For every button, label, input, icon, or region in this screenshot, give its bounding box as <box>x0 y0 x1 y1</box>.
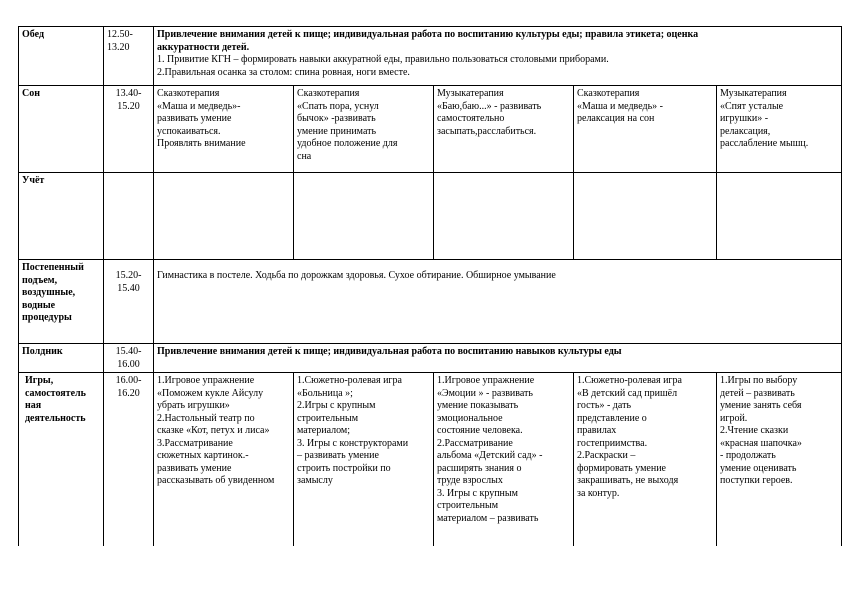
son-cell-3 <box>434 86 574 173</box>
cell-line: засыпать,расслабиться. <box>437 125 537 137</box>
name-line: Игры, <box>25 375 54 386</box>
cell-line: 2.Игры с крупным <box>297 400 376 411</box>
cell-line: 2.Чтение сказки <box>720 425 789 436</box>
cell-line: игрой. <box>720 412 748 424</box>
cell-line: «Спят усталые <box>720 100 784 112</box>
time-obed <box>104 27 154 86</box>
time-end: 16.20 <box>117 387 140 399</box>
activity-obed <box>154 27 842 86</box>
cell-line: удобное положение для <box>297 138 398 149</box>
uchet-empty-cell <box>434 173 574 260</box>
cell-line: 1.Игровое упражнение <box>157 375 255 386</box>
time-end: 15.20 <box>117 100 140 112</box>
cell-line: «Маша и медведь» - <box>577 100 663 112</box>
obed-item-2: 2.Правильная осанка за столом: спина ровная, ноги вместе. <box>157 66 410 78</box>
cell-line: правилах <box>577 425 617 436</box>
name-line: ная <box>25 400 42 411</box>
cell-line: развивать умение <box>157 113 232 124</box>
cell-line: Сказкотерапия <box>577 88 640 99</box>
time-igry <box>104 373 154 547</box>
cell-line: «Маша и медведь»- <box>157 100 241 112</box>
cell-line: 3. Игры с конструкторами <box>297 437 409 449</box>
name-line: процедуры <box>22 312 72 323</box>
cell-line: представление о <box>577 412 647 424</box>
cell-line: состояние человека. <box>437 425 523 436</box>
cell-line: 3. Игры с крупным <box>437 487 518 499</box>
row-podem <box>19 260 842 344</box>
cell-line: за контур. <box>577 487 620 499</box>
igry-cell-1 <box>154 373 294 547</box>
cell-line: умение оценивать <box>720 462 797 474</box>
cell-line: поступки героев. <box>720 475 793 486</box>
row-name-son: Сон <box>19 86 104 173</box>
cell-line: строительным <box>297 412 359 424</box>
cell-line: сна <box>297 150 312 162</box>
son-cell-1 <box>154 86 294 173</box>
row-obed <box>19 27 842 86</box>
uchet-empty-time <box>104 173 154 260</box>
time-start: 12.50- <box>107 29 133 40</box>
activity-podem <box>154 260 842 344</box>
row-name-podem <box>19 260 104 344</box>
cell-line: эмоциональное <box>437 412 503 424</box>
time-end: 15.40 <box>117 282 140 294</box>
time-end: 16.00 <box>117 358 140 370</box>
cell-line: материалом – развивать <box>437 512 539 524</box>
cell-line: умение занять себя <box>720 400 802 411</box>
cell-line: бычок» -развивать <box>297 113 376 124</box>
cell-line: релаксация, <box>720 125 771 137</box>
activity-poldnik: Привлечение внимания детей к пище; индивидуальная работа по воспитанию навыков культуры еды <box>154 344 842 373</box>
cell-line: рассказывать об увиденном <box>157 475 275 486</box>
igry-cell-3 <box>434 373 574 547</box>
name-line: Постепенный <box>22 262 84 273</box>
cell-line: самостоятельно <box>437 113 505 124</box>
cell-line: 1.Сюжетно-ролевая игра <box>297 375 402 386</box>
cell-line: детей – развивать <box>720 387 795 399</box>
cell-line: 2.Раскраски – <box>577 450 636 461</box>
name-line: воздушные, <box>22 287 76 298</box>
cell-line: «Баю,баю...» - развивать <box>437 100 542 112</box>
row-uchet <box>19 173 842 260</box>
cell-line: материалом; <box>297 425 351 436</box>
daily-schedule-table <box>18 26 842 546</box>
cell-line: 1.Игровое упражнение <box>437 375 535 386</box>
name-line: самостоятель <box>25 387 86 399</box>
igry-cell-5 <box>717 373 842 547</box>
time-son <box>104 86 154 173</box>
uchet-empty-cell <box>717 173 842 260</box>
cell-line: – развивать умение <box>297 450 379 461</box>
cell-line: убрать игрушки» <box>157 400 230 411</box>
son-cell-4 <box>574 86 717 173</box>
cell-line: умение принимать <box>297 125 377 137</box>
cell-line: 1.Игры по выбору <box>720 375 798 386</box>
cell-line: 2.Настольный театр по <box>157 412 255 424</box>
row-name-uchet: Учёт <box>19 173 104 260</box>
igry-cell-2 <box>294 373 434 547</box>
cell-line: гостеприимства. <box>577 437 648 449</box>
cell-line: 2.Рассматривание <box>437 437 513 449</box>
son-cell-5 <box>717 86 842 173</box>
cell-line: 3.Рассматривание <box>157 437 233 449</box>
son-cell-2 <box>294 86 434 173</box>
time-poldnik <box>104 344 154 373</box>
row-name-poldnik: Полдник <box>19 344 104 373</box>
uchet-empty-cell <box>294 173 434 260</box>
obed-heading-line2: аккуратности детей. <box>157 41 250 53</box>
cell-line: успокаиваться. <box>157 125 221 137</box>
row-son <box>19 86 842 173</box>
cell-line: Сказкотерапия <box>157 88 220 99</box>
time-start: 16.00- <box>115 375 142 386</box>
name-line: водные <box>22 299 56 311</box>
cell-line: Проявлять внимание <box>157 138 246 149</box>
cell-line: развивать умение <box>157 462 232 474</box>
cell-line: расслабление мышц. <box>720 138 809 149</box>
cell-line: Музыкатерапия <box>720 88 787 99</box>
cell-line: формировать умение <box>577 462 666 474</box>
cell-line: строить постройки по <box>297 462 391 474</box>
name-line: подъем, <box>22 274 58 286</box>
row-igry <box>19 373 842 547</box>
cell-line: закрашивать, не выходя <box>577 475 679 486</box>
cell-line: труде взрослых <box>437 475 503 486</box>
cell-line: сюжетных картинок.- <box>157 450 249 461</box>
cell-line: альбома «Детский сад» - <box>437 450 543 461</box>
cell-line: Музыкатерапия <box>437 88 504 99</box>
cell-line: «Спать пора, уснул <box>297 100 379 112</box>
cell-line: «Эмоции » - развивать <box>437 387 533 399</box>
cell-line: «В детский сад пришёл <box>577 387 678 399</box>
time-start: 15.20- <box>115 270 142 281</box>
uchet-empty-cell <box>154 173 294 260</box>
cell-line: - продолжать <box>720 450 776 461</box>
cell-line: «красная шапочка» <box>720 437 802 449</box>
time-start: 13.40- <box>115 88 142 99</box>
cell-line: «Больница »; <box>297 387 353 399</box>
cell-line: умение показывать <box>437 400 519 411</box>
time-podem <box>104 260 154 344</box>
obed-heading-line1: Привлечение внимания детей к пище; индивидуальная работа по воспитанию культуры еды; правила этикета; оценка <box>157 29 699 40</box>
cell-line: строительным <box>437 500 499 511</box>
cell-line: Сказкотерапия <box>297 88 360 99</box>
cell-line: релаксация на сон <box>577 113 655 124</box>
uchet-empty-cell <box>574 173 717 260</box>
cell-line: игрушки» - <box>720 113 769 124</box>
row-name-igry <box>19 373 104 547</box>
podem-text: Гимнастика в постеле. Ходьба по дорожкам здоровья. Сухое обтирание. Обширное умывание <box>157 270 556 281</box>
cell-line: гость» - дать <box>577 400 631 411</box>
name-line: деятельность <box>25 412 86 424</box>
row-poldnik <box>19 344 842 373</box>
cell-line: замыслу <box>297 475 333 486</box>
row-name-obed: Обед <box>19 27 104 86</box>
time-start: 15.40- <box>115 346 142 357</box>
cell-line: сказке «Кот, петух и лиса» <box>157 425 270 436</box>
cell-line: 1.Сюжетно-ролевая игра <box>577 375 682 386</box>
obed-item-1: 1. Привитие КГН – формировать навыки аккуратной еды, правильно пользоваться столовыми приборами. <box>157 54 609 65</box>
time-end: 13.20 <box>107 41 130 53</box>
igry-cell-4 <box>574 373 717 547</box>
cell-line: «Поможем кукле Айсулу <box>157 387 264 399</box>
cell-line: расширять знания о <box>437 462 522 474</box>
